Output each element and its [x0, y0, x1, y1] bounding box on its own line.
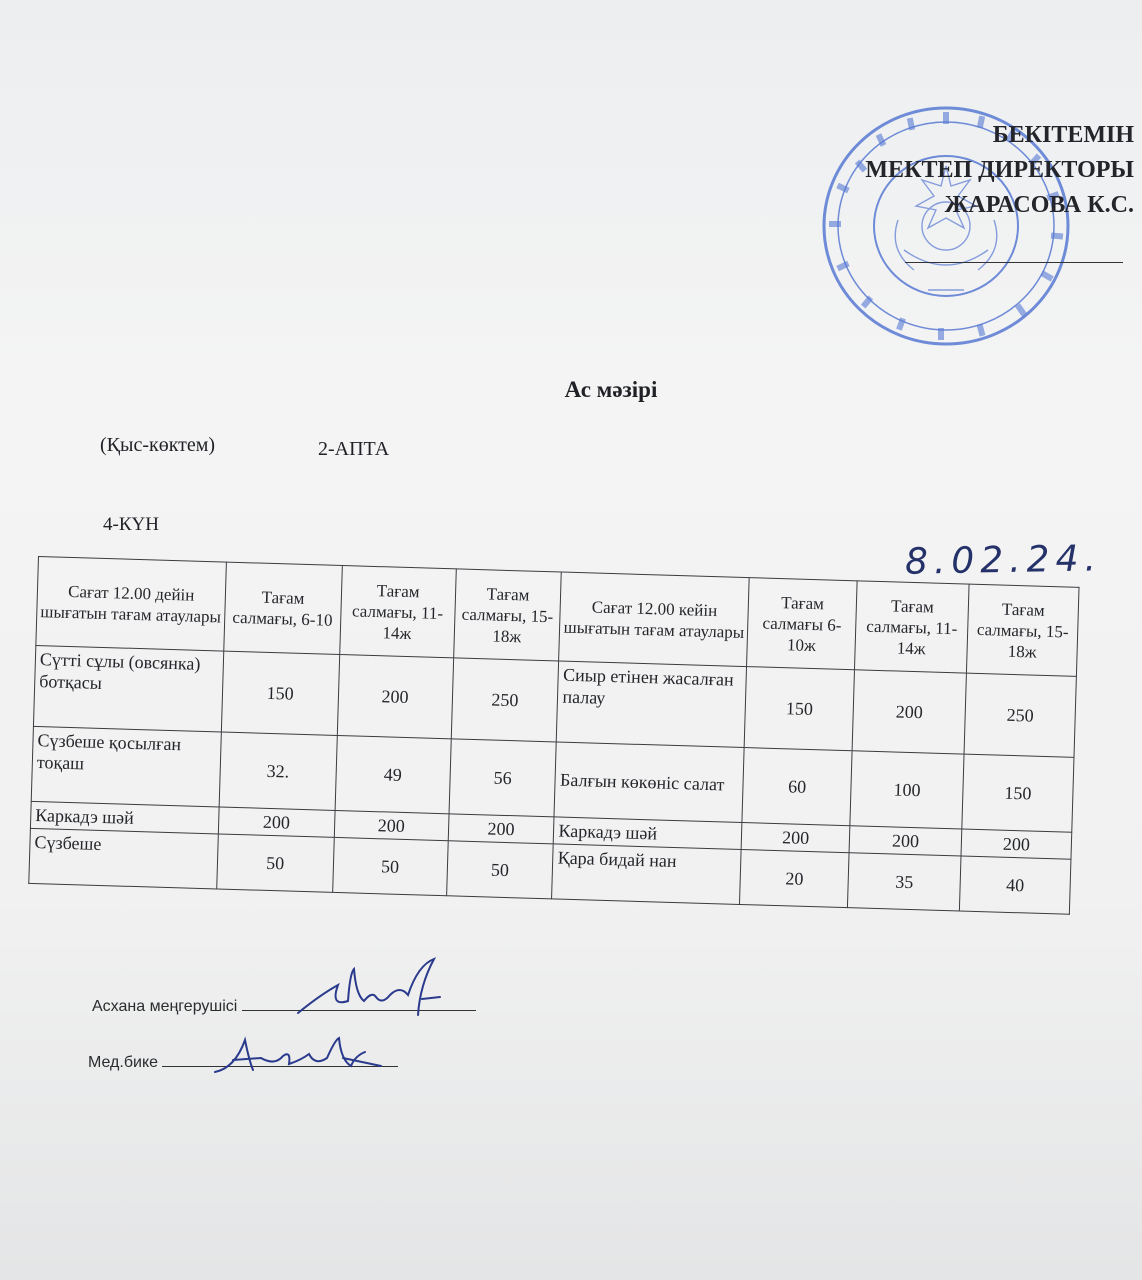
canteen-manager-signature: [290, 955, 450, 1025]
approval-heading: БЕКІТЕМІН: [992, 122, 1134, 148]
approval-signature-line: [905, 262, 1123, 263]
weight-cell: 35: [848, 853, 961, 911]
dish-name-cell: Сүтті сұлы (овсянка) ботқасы: [33, 645, 223, 732]
approval-name: ЖАРАСОВА К.С.: [944, 192, 1134, 218]
weight-cell: 200: [448, 814, 555, 844]
page-title: Ас мәзірі: [564, 377, 658, 402]
weight-cell: 56: [449, 739, 557, 817]
header-cell: Сағат 12.00 дейін шығатын тағам атаулары: [36, 557, 226, 652]
weight-cell: 250: [451, 658, 559, 742]
weight-cell: 40: [959, 856, 1071, 914]
weight-cell: 200: [961, 829, 1072, 859]
header-cell: Тағам салмағы, 11-14ж: [339, 566, 455, 658]
season-label: (Қыс-көктем): [100, 434, 216, 456]
weight-cell: 60: [742, 748, 852, 826]
week-label: 2-АПТА: [318, 438, 390, 460]
dish-name-cell: Қара бидай нан: [552, 844, 741, 905]
weight-cell: 200: [741, 823, 850, 853]
weight-cell: 200: [334, 810, 449, 840]
header-cell: Тағам салмағы, 15-18ж: [966, 584, 1079, 676]
canteen-manager-label: Асхана меңгерушісі: [92, 998, 238, 1015]
dish-name-cell: Балғын көкөніс салат: [554, 742, 744, 823]
header-cell: Тағам салмағы, 6-10: [224, 562, 342, 654]
weight-cell: 50: [332, 837, 447, 895]
weight-cell: 200: [849, 826, 962, 856]
weight-cell: 32.: [219, 732, 337, 810]
weight-cell: 150: [744, 667, 854, 751]
dish-name-cell: Каркадэ шәй: [30, 801, 218, 834]
dish-name-cell: Сүзбеше қосылған тоқаш: [31, 726, 221, 807]
day-label: 4-КҮН: [103, 514, 159, 535]
weight-cell: 50: [446, 841, 554, 899]
approval-position: МЕКТЕП ДИРЕКТОРЫ: [865, 157, 1134, 183]
header-cell: Тағам салмағы, 11-14ж: [855, 581, 969, 673]
nurse-signature: [205, 1030, 395, 1085]
weight-cell: 150: [221, 651, 339, 735]
weight-cell: 250: [964, 673, 1076, 757]
dish-name-cell: Сүзбеше: [29, 828, 218, 889]
header-cell: Тағам салмағы 6-10ж: [747, 578, 857, 670]
weight-cell: 20: [740, 849, 849, 907]
weight-cell: 150: [962, 754, 1074, 832]
weight-cell: 200: [218, 807, 335, 837]
header-cell: Сағат 12.00 кейін шығатын тағам атаулары: [559, 572, 749, 667]
weight-cell: 200: [852, 670, 966, 754]
menu-table: [28, 556, 1079, 915]
handwritten-date: 8.02.24.: [904, 538, 1103, 583]
weight-cell: 50: [216, 834, 333, 892]
header-cell: Тағам салмағы, 15-18ж: [453, 569, 562, 661]
weight-cell: 100: [850, 751, 964, 829]
approval-block: [865, 118, 1134, 223]
nurse-label: Мед.бике: [88, 1054, 159, 1071]
weight-cell: 49: [335, 735, 451, 813]
dish-name-cell: Сиыр етінен жасалған палау: [557, 661, 747, 748]
dish-name-cell: Каркадэ шәй: [554, 817, 742, 850]
weight-cell: 200: [337, 654, 453, 738]
